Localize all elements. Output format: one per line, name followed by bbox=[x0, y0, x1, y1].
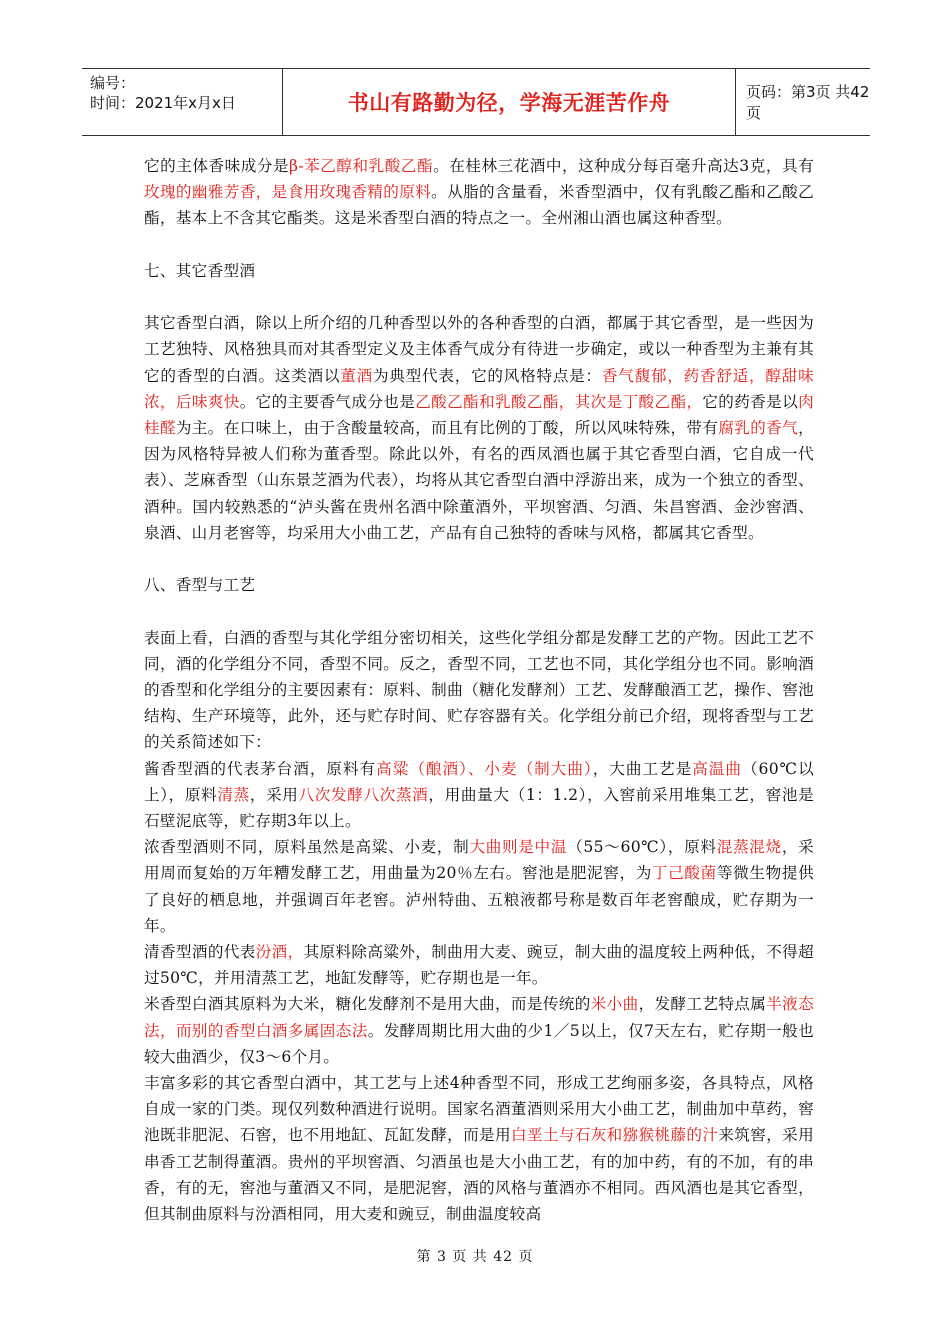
body-text: 浓香型酒则不同，原料虽然是高粱、小麦，制 bbox=[144, 838, 470, 857]
body-text: 其它香型白酒，除以上所介绍的几种香型以外的各种香型的白酒，都属于其它香型，是一些因为工艺独特、风格独具而对其香型定义及主体香气成分有待进一步确定，或以一种香型为主兼有其它的香型的白酒。这类酒以 bbox=[144, 314, 814, 385]
highlighted-text: 玫瑰的幽雅芳香，是食用玫瑰香精的原料 bbox=[144, 183, 432, 202]
highlighted-text: 董酒 bbox=[340, 366, 373, 385]
document-body bbox=[144, 153, 814, 1227]
highlighted-text: 清蒸 bbox=[217, 785, 250, 804]
body-text: 它的药香是以 bbox=[702, 392, 799, 411]
paragraph-light-aroma bbox=[144, 939, 814, 991]
body-text: 八、香型与工艺 bbox=[144, 576, 256, 595]
header-meta bbox=[82, 69, 282, 135]
body-text: 它的主体香味成分是 bbox=[144, 157, 290, 175]
highlighted-text: 高粱（酿酒）、小麦（制大曲） bbox=[376, 759, 593, 778]
highlighted-text: 米小曲 bbox=[590, 995, 639, 1014]
body-text: ，用曲量大（1：1.2），入窖前采用堆集工艺，窖池是石壁泥底等，贮存期3年以上。 bbox=[144, 785, 814, 831]
body-text: 为主。在口味上，由于含酸量较高，而且有比例的丁酸，所以风味特殊，带有 bbox=[175, 419, 719, 437]
paragraph-rice-process bbox=[144, 991, 814, 1070]
body-text: 为典型代表，它的风格特点是： bbox=[372, 366, 602, 385]
highlighted-text: 高温曲 bbox=[692, 759, 742, 778]
section-heading-aroma-process bbox=[144, 572, 814, 598]
body-text: ，发酵工艺特点属 bbox=[638, 995, 767, 1014]
body-text: ，采用周而复始的万年糟发酵工艺，用曲量为20％左右。窖池是肥泥窖，为 bbox=[144, 838, 814, 883]
highlighted-text: 大曲则是中温 bbox=[469, 838, 568, 857]
highlighted-text: 香气馥郁，药香舒适，醇甜味浓，后味爽快 bbox=[144, 366, 815, 411]
body-text: 米香型白酒其原料为大米，糖化发酵剂不是用大曲，而是传统的 bbox=[144, 995, 591, 1014]
body-text: 。从脂的含量看，米香型酒中，仅有乳酸乙酯和乙酸乙酯，基本上不含其它酯类。这是米香型白酒的特点之一。全州湘山酒也属这种香型。 bbox=[144, 183, 814, 228]
body-text: 清香型酒的代表 bbox=[144, 943, 256, 962]
body-text: 七、其它香型酒 bbox=[144, 261, 256, 280]
paragraph-process-intro bbox=[144, 625, 814, 756]
paragraph-sauce-aroma bbox=[144, 756, 814, 835]
body-text: 。发酵周期比用大曲的少1／5以上，仅7天左右，贮存期一般也较大曲酒少，仅3～6个月。 bbox=[144, 1021, 815, 1066]
page-footer bbox=[0, 1246, 950, 1266]
body-text: 酱香型酒的代表茅台酒，原料有 bbox=[144, 759, 377, 778]
highlighted-text: 白垩土与石灰和猕猴桃藤的汁 bbox=[510, 1126, 719, 1145]
highlighted-text: 乙酸乙酯和乳酸乙酯，其次是丁酸乙酯， bbox=[415, 392, 703, 411]
highlighted-text: 腐乳的香气 bbox=[718, 419, 799, 437]
body-text: ，采用 bbox=[249, 785, 299, 804]
highlighted-text: 混蒸混烧 bbox=[716, 838, 782, 857]
body-text: 。在桂林三花酒中，这种成分每百毫升高达3克，具有 bbox=[433, 157, 814, 175]
body-text: 表面上看，白酒的香型与其化学组分密切相关，这些化学组分都是发酵工艺的产物。因此工艺不同，酒的化学组分不同，香型不同。反之，香型不同，工艺也不同，其化学组分也不同。影响酒的香型和化学组分的主要因素有：原料、制曲（糖化发酵剂）工艺、发酵酿酒工艺，操作、窖池结构、生产环境等，此外，还与贮存时间、贮存容器有关。化学组分前已介绍，现将香型与工艺的关系简述如下： bbox=[144, 628, 814, 752]
page-info: 页码：第3页 共42页 bbox=[746, 83, 870, 122]
motto: 书山有路勤为径，学海无涯苦作舟 bbox=[347, 91, 671, 115]
body-text: ，因为风格特异被人们称为董香型。除此以外，有名的西凤酒也属于其它香型白酒，它自成一代表）、芝麻香型（山东景芝酒为代表），均将从其它香型白酒中浮游出来，成为一个独立的香型、酒种。国内较熟悉的“泸头酱在贵州名酒中除董酒外，平坝窖酒、匀酒、朱昌窖酒、金沙窖酒、泉酒、山月老窖等，均采用大小曲工艺，产品有自己独特的香味与风格，都属其它香型。 bbox=[144, 419, 814, 542]
body-text: 。它的主要香气成分也是 bbox=[239, 392, 416, 411]
section-heading-other-aroma bbox=[144, 258, 814, 284]
body-text: 等微生物提供了良好的栖息地，并强调百年老窖。泸州特曲、五粮液都号称是数百年老窖酿成，贮存期为一年。 bbox=[144, 864, 814, 935]
paragraph-other-process bbox=[144, 1070, 814, 1227]
highlighted-text: 肉桂醛 bbox=[144, 392, 814, 437]
paragraph-strong-aroma bbox=[144, 834, 814, 939]
highlighted-text: 八次发酵八次蒸酒 bbox=[298, 785, 429, 804]
number-label: 编号： bbox=[90, 74, 136, 92]
highlighted-text: 汾酒， bbox=[255, 943, 304, 962]
highlighted-text: β-苯乙醇和乳酸乙酯 bbox=[289, 157, 434, 175]
body-text: （55～60℃），原料 bbox=[567, 838, 717, 857]
body-text: 丰富多彩的其它香型白酒中，其工艺与上述4种香型不同，形成工艺绚丽多姿，各具特点，风格自成一家的门类。现仅列数种酒进行说明。国家名酒董酒则采用大小曲工艺，制曲加中草药，窖池既非肥泥、石窖，也不用地缸、瓦缸发酵，而是用 bbox=[144, 1074, 814, 1145]
paragraph-rice-aroma bbox=[144, 153, 814, 232]
body-text: 其原料除高粱外，制曲用大麦、豌豆，制大曲的温度较上两种低，不得超过50℃，并用清蒸工艺，地缸发酵等，贮存期也是一年。 bbox=[144, 943, 815, 988]
highlighted-text: 半液态法，而别的香型白酒多属固态法 bbox=[144, 995, 815, 1040]
body-text: ，大曲工艺是 bbox=[592, 759, 693, 778]
page-header bbox=[82, 68, 870, 136]
header-motto-cell bbox=[282, 69, 736, 135]
highlighted-text: 丁己酸菌 bbox=[651, 864, 717, 883]
body-text: 来筑窖，采用串香工艺制得董酒。贵州的平坝窖酒、匀酒虽也是大小曲工艺，有的加中药，有的不加，有的串香，有的无，窖池与董酒又不同，是肥泥窖，酒的风格与董酒亦不相同。西风酒也是其它香型，但其制曲原料与汾酒相同，用大麦和豌豆，制曲温度较高 bbox=[144, 1126, 815, 1224]
body-text: （60℃以上），原料 bbox=[144, 759, 814, 804]
paragraph-other-aroma bbox=[144, 310, 814, 546]
footer-page-number: 第 3 页 共 42 页 bbox=[416, 1249, 534, 1265]
header-page-info bbox=[734, 69, 882, 135]
date-label: 时间：2021年x月x日 bbox=[90, 94, 236, 112]
